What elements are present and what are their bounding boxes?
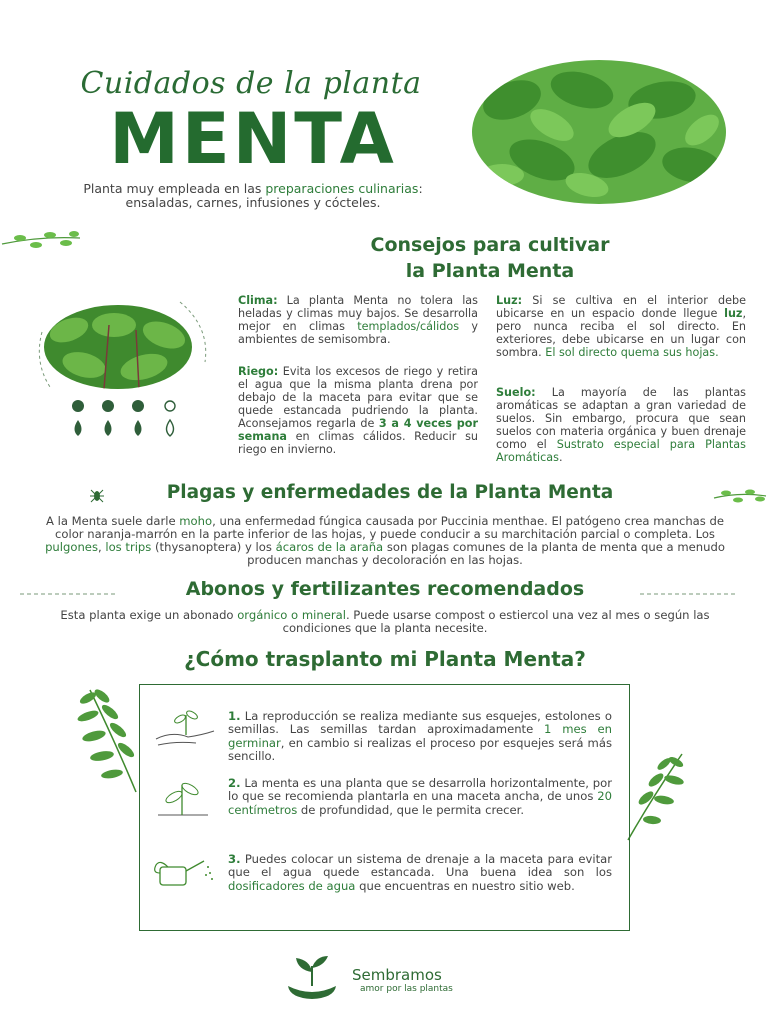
tip-riego: Riego: Evita los excesos de riego y retira el agua que la misma planta drena por debajo de la maceta para evitar que se quede estancada pudriendo la planta. Aconsejamos regarla de 3 a 4 veces por semana en climas cálidos. Reducir su riego en invierno. — [238, 365, 478, 456]
brand-name: Sembramos — [352, 966, 442, 984]
sprig-right-icon — [712, 486, 768, 506]
step-3: 3. Puedes colocar un sistema de drenaje a la maceta para evitar que el agua quede estancada. Una buena idea son los dosificadores de agua que encuentras en nuestro sitio web. — [228, 852, 612, 893]
intro-text: Planta muy empleada en las preparaciones culinarias: ensaladas, carnes, infusiones y cócteles. — [83, 181, 423, 210]
fern-right-icon — [622, 748, 690, 842]
script-title: Cuidados de la planta — [80, 66, 422, 101]
seedling-hand-icon — [152, 705, 218, 749]
abonos-title: Abonos y fertilizantes recomendados — [185, 578, 585, 600]
abonos-text: Esta planta exige un abonado orgánico o mineral. Puede usarse compost o estiercol una vez al mes o según las condiciones que la planta necesite. — [60, 608, 710, 635]
main-title: MENTA — [109, 98, 397, 180]
plagas-title: Plagas y enfermedades de la Planta Menta — [166, 482, 614, 503]
tip-clima: Clima: La planta Menta no tolera las heladas y climas muy bajos. Se desarrolla mejor en climas templados/cálidos y ambientes de semisombra. — [238, 294, 478, 346]
consejos-title: Consejos para cultivar la Planta Menta — [370, 234, 610, 282]
tip-suelo: Suelo: La mayoría de las plantas aromáticas se adaptan a gran variedad de suelos. Sin embargo, procura que sean suelos con materia orgánica y buen drenaje como el Sustrato especial para Plantas Aromáticas. — [496, 386, 746, 464]
brand-tagline: amor por las plantas — [360, 984, 453, 994]
plant-sprout-icon — [152, 777, 218, 821]
trasplante-steps-box — [139, 684, 630, 931]
sembramos-logo-icon — [282, 952, 342, 1000]
mint-plant-image — [44, 305, 192, 389]
mint-leaves-image — [472, 60, 726, 204]
step-1: 1. La reproducción se realiza mediante sus esquejes, estolones o semillas. Las semillas tardan aproximadamente 1 mes en germinar, en cambio si realizas el proceso por esquejes será más sencillo. — [228, 709, 612, 763]
trasplante-title: ¿Cómo trasplanto mi Planta Menta? — [184, 647, 586, 671]
step-2: 2. La menta es una planta que se desarrolla horizontalmente, por lo que se recomienda plantarla en una maceta ancha, de unos 20 centímetros de profundidad, que le permita crecer. — [228, 776, 612, 817]
watering-can-icon — [152, 851, 218, 895]
plagas-text: A la Menta suele darle moho, una enfermedad fúngica causada por Puccinia menthae. El patógeno crea manchas de color naranja-marrón en la parte inferior de las hojas, y puede conducir a su marchitación parcial o completa. Los pulgones, los trips (thysanoptera) y los ácaros de la araña son plagas comunes de la planta de menta que a menudo producen manchas y decoloración en las hojas. — [45, 514, 725, 567]
water-schedule-icon — [66, 396, 186, 440]
tip-luz: Luz: Si se cultiva en el interior debe ubicarse en un espacio donde llegue luz, pero nunca reciba el sol directo. En exteriores, debe ubicarse en un lugar con sombra. El sol directo quema sus hojas. — [496, 294, 746, 359]
fern-left-icon — [66, 684, 146, 794]
sprig-left-icon — [0, 226, 82, 252]
